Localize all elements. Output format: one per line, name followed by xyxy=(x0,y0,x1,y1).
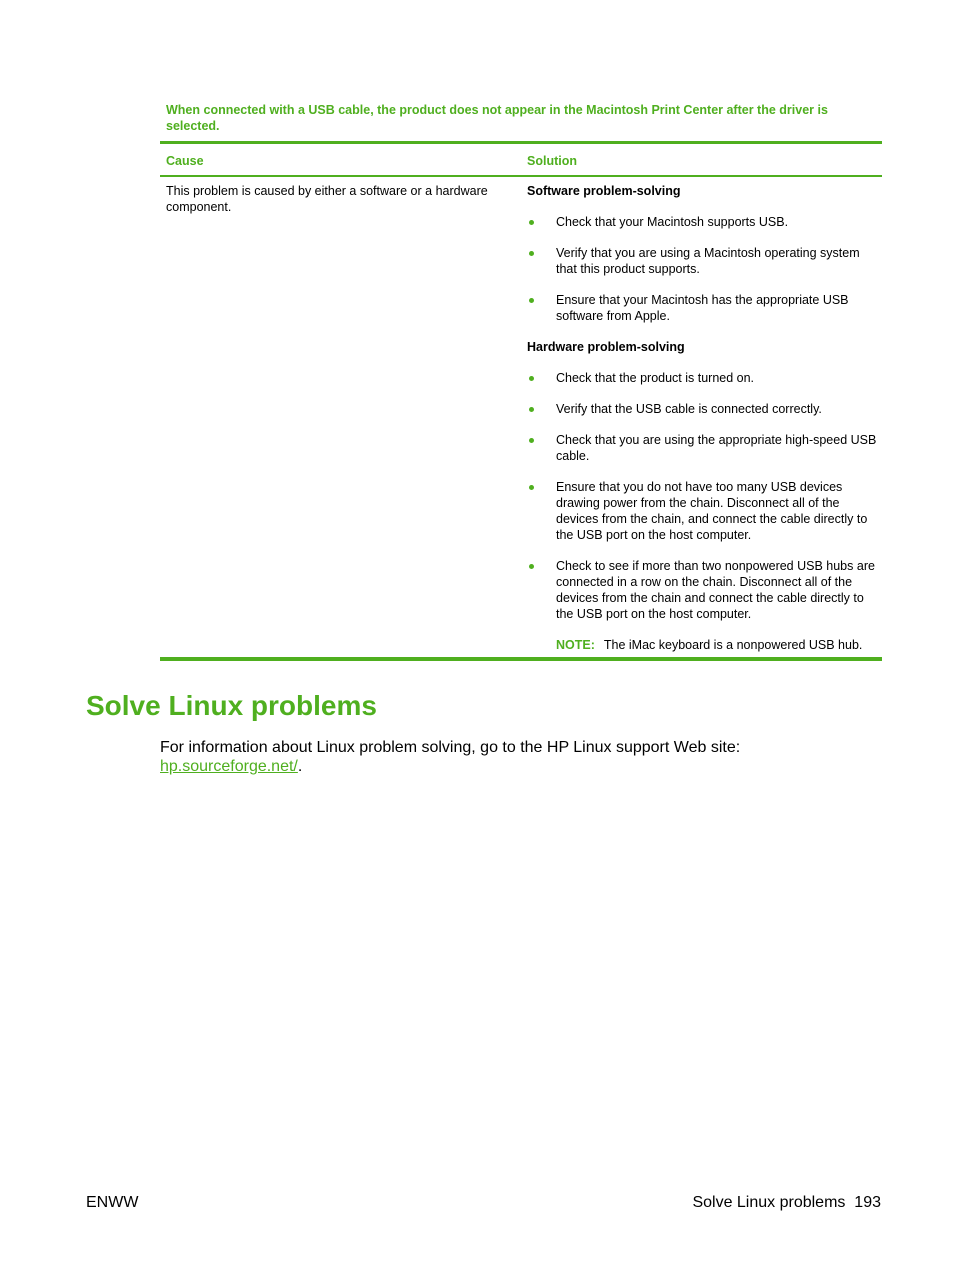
bullet-icon xyxy=(529,438,534,443)
list-item-text: Check that the product is turned on. xyxy=(556,371,755,385)
section-body xyxy=(160,738,880,776)
bullet-icon xyxy=(529,407,534,412)
table-title: When connected with a USB cable, the product does not appear in the Macintosh Print Center after the driver is selected. xyxy=(166,103,828,133)
list-item-text: Check that your Macintosh supports USB. xyxy=(556,215,789,229)
list-item-text: Verify that the USB cable is connected correctly. xyxy=(556,402,822,416)
footer-left: ENWW xyxy=(86,1194,139,1211)
list-item xyxy=(527,479,879,543)
bullet-icon xyxy=(529,376,534,381)
footer-section-name: Solve Linux problems xyxy=(692,1194,846,1211)
bullet-icon xyxy=(529,220,534,225)
list-item xyxy=(527,245,879,277)
table-row xyxy=(160,177,882,657)
software-heading: Software problem-solving xyxy=(527,184,681,198)
cause-header: Cause xyxy=(166,154,204,168)
section-title: Solve Linux problems xyxy=(86,690,377,721)
list-item xyxy=(527,401,879,417)
solution-header: Solution xyxy=(527,154,577,168)
software-list xyxy=(527,214,879,324)
bullet-icon xyxy=(529,564,534,569)
list-item xyxy=(527,370,879,386)
bullet-icon xyxy=(529,298,534,303)
cause-cell: This problem is caused by either a software or a hardware component. xyxy=(166,184,488,214)
section-body-text: For information about Linux problem solving, go to the HP Linux support Web site: xyxy=(160,739,741,756)
list-item-text: Verify that you are using a Macintosh operating system that this product supports. xyxy=(556,246,860,276)
list-item xyxy=(527,292,879,324)
list-item xyxy=(527,214,879,230)
list-item-text: Ensure that you do not have too many USB devices drawing power from the chain. Disconnect all of the devices from the chain, and connect the cable directly to the USB port on the host computer. xyxy=(556,480,868,542)
list-item xyxy=(527,558,879,622)
bullet-icon xyxy=(529,251,534,256)
table-header-row xyxy=(160,144,882,175)
footer-right xyxy=(692,1194,881,1212)
bullet-icon xyxy=(529,485,534,490)
section-body-end: . xyxy=(297,758,303,775)
page-number: 193 xyxy=(854,1194,881,1211)
list-item-text: Ensure that your Macintosh has the appropriate USB software from Apple. xyxy=(556,293,849,323)
solution-cell xyxy=(527,183,879,653)
note-text: The iMac keyboard is a nonpowered USB hub. xyxy=(603,638,863,652)
table-bottom-rule xyxy=(160,657,882,661)
note-label: NOTE: xyxy=(556,638,595,652)
linux-support-link[interactable]: hp.sourceforge.net/ xyxy=(160,758,298,775)
note xyxy=(527,637,879,653)
list-item-text: Check to see if more than two nonpowered USB hubs are connected in a row on the chain. Disconnect all of the devices from the chain and connect the cable directly to the USB port on the host computer. xyxy=(556,559,875,621)
list-item-text: Check that you are using the appropriate high-speed USB cable. xyxy=(556,433,877,463)
troubleshooting-table xyxy=(160,141,882,661)
hardware-heading: Hardware problem-solving xyxy=(527,340,685,354)
hardware-list xyxy=(527,370,879,622)
list-item xyxy=(527,432,879,464)
